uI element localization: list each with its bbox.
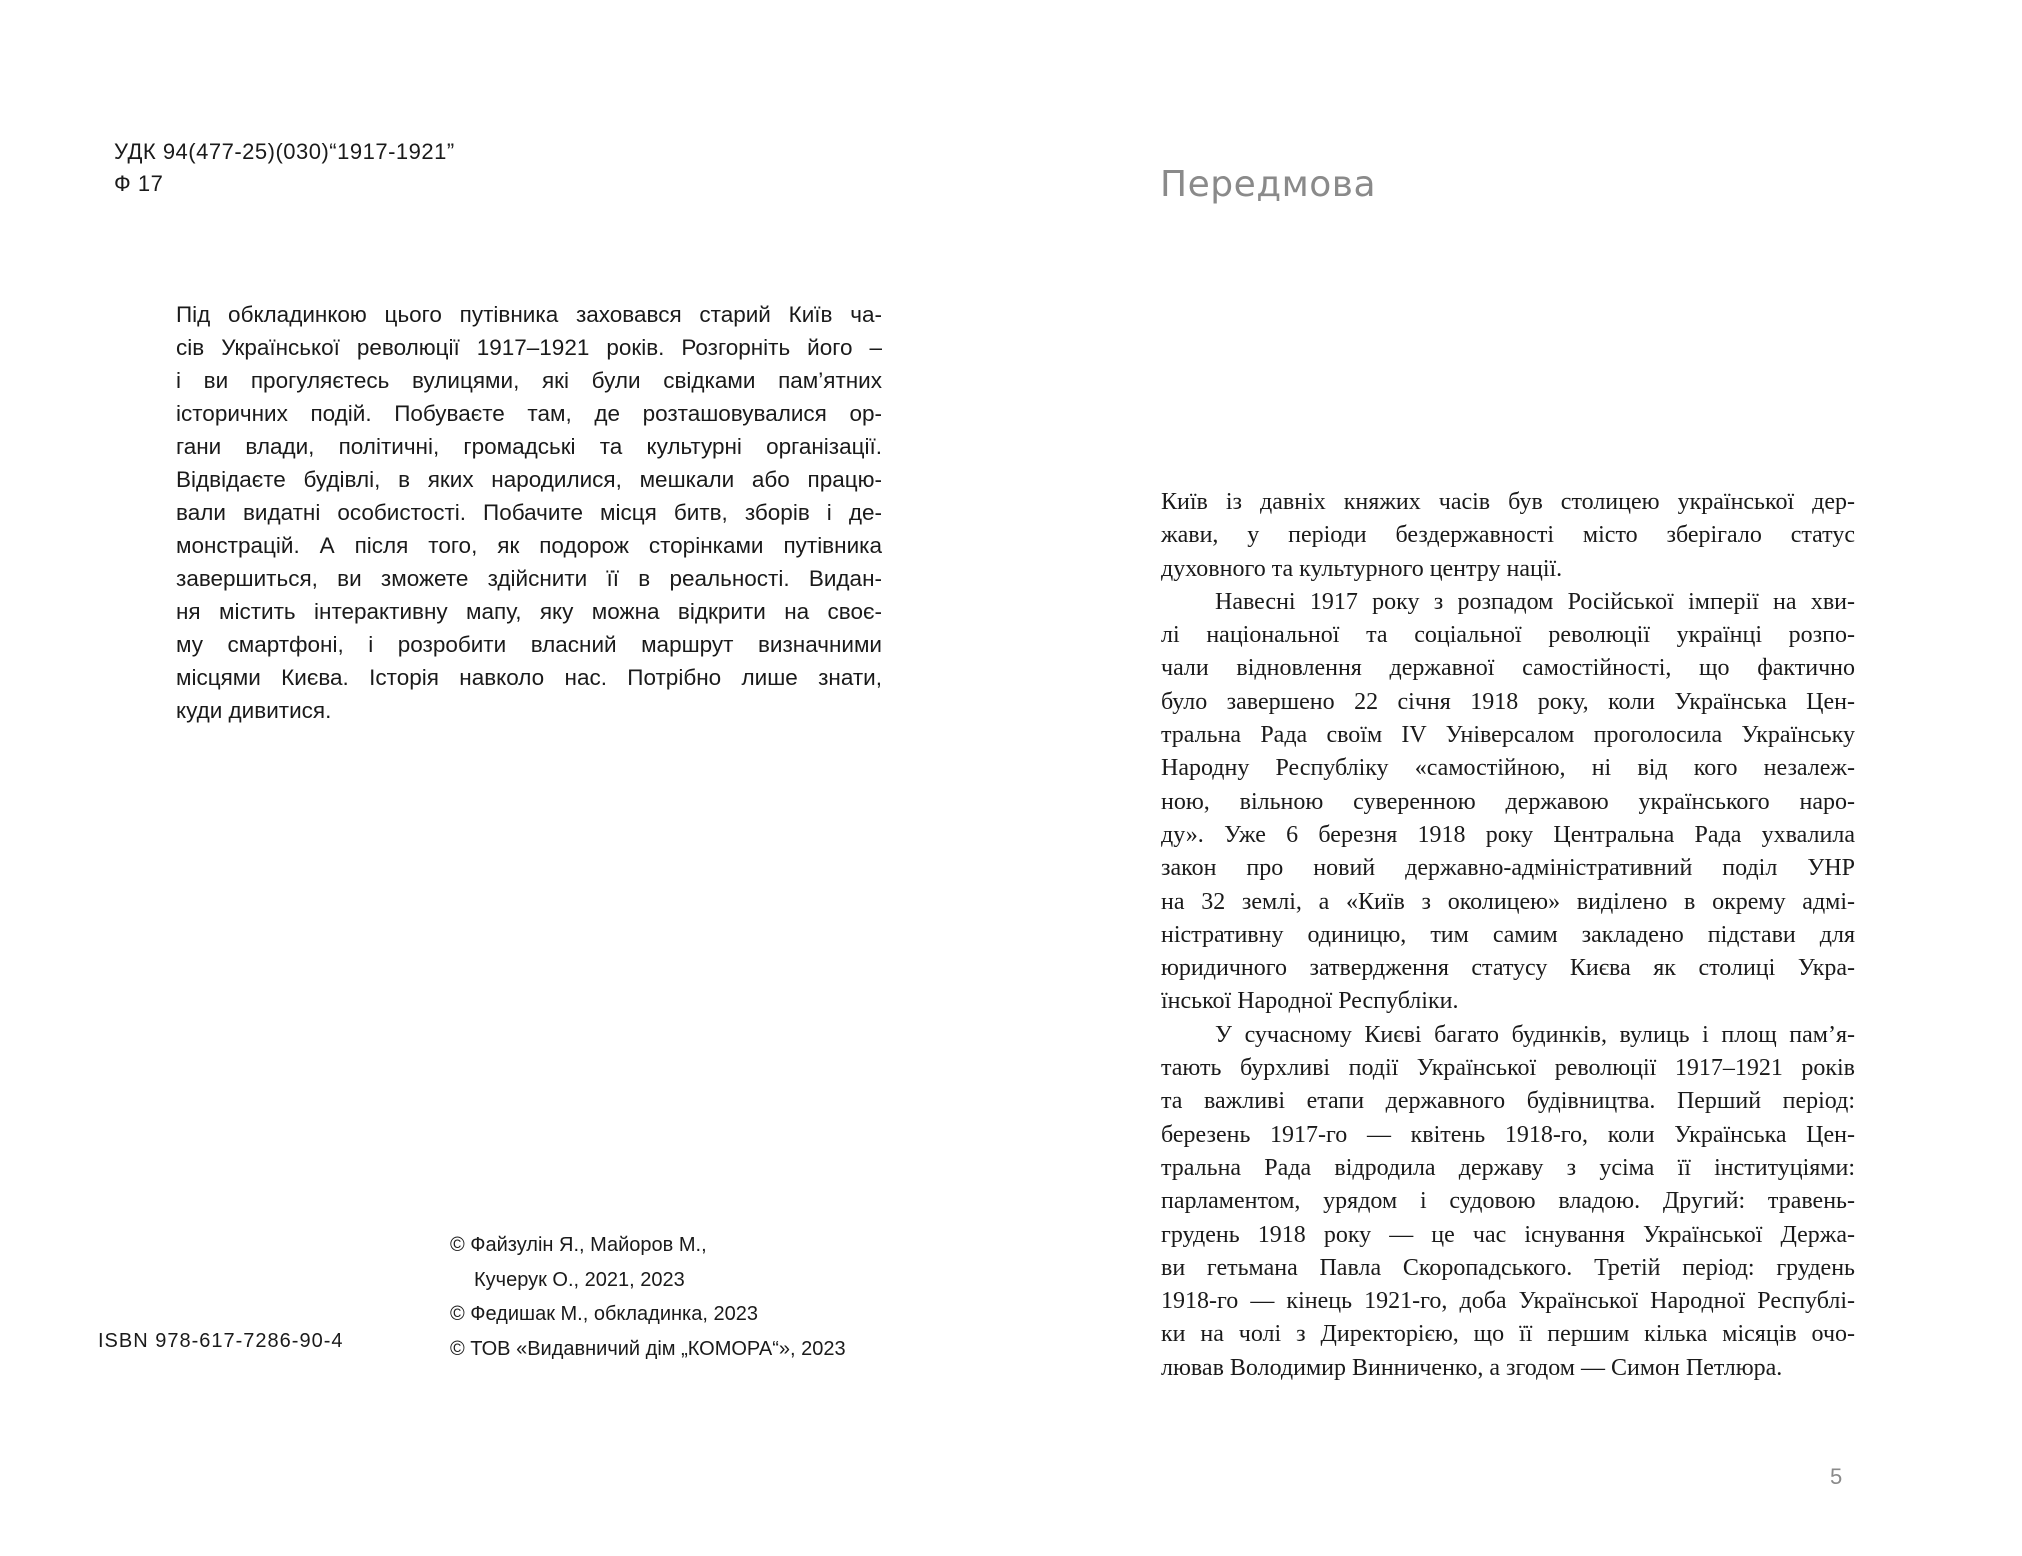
- preface-line: грудень 1918 року — це час існування Української Держа-: [1161, 1221, 1855, 1248]
- preface-paragraph: [1161, 586, 1855, 1019]
- preface-line: на 32 землі, а «Київ з околицею» виділено в окрему адмі-: [1161, 888, 1855, 915]
- annotation-line: вали видатні особистості. Побачите місця битв, зборів і де-: [176, 500, 882, 525]
- preface-line: Народну Республіку «самостійною, ні від кого незалеж-: [1161, 755, 1855, 782]
- bbk-code: Ф 17: [114, 171, 164, 196]
- page-number: 5: [1830, 1464, 1843, 1489]
- annotation-line: історичних подій. Побуваєте там, де розташовувалися ор-: [176, 401, 882, 426]
- preface-line: лював Володимир Винниченко, а згодом — Симон Петлюра.: [1161, 1354, 1783, 1381]
- preface-line: У сучасному Києві багато будинків, вулиць і площ пам’я-: [1215, 1021, 1855, 1048]
- annotation-line: сів Української революції 1917–1921 років. Розгорніть його –: [176, 335, 882, 360]
- preface-line: чали відновлення державної самостійності, що фактично: [1161, 655, 1855, 682]
- preface-line: 1918-го — кінець 1921-го, доба Української Народної Республі-: [1161, 1288, 1855, 1315]
- preface-line: та важливі етапи державного будівництва. Перший період:: [1161, 1088, 1855, 1115]
- preface-line: ки на чолі з Директорією, що її першим кілька місяців очо-: [1161, 1321, 1855, 1348]
- annotation-line: Під обкладинкою цього путівника заховався старий Київ ча-: [176, 302, 882, 327]
- preface-line: ною, вільною суверенною державою українського наро-: [1161, 788, 1855, 815]
- preface-line: було завершено 22 січня 1918 року, коли Українська Цен-: [1161, 688, 1855, 715]
- preface-line: тральна Рада своїм IV Універсалом проголосила Українську: [1161, 722, 1855, 749]
- preface-line: Навесні 1917 року з розпадом Російської імперії на хви-: [1215, 588, 1855, 615]
- chapter-title: Передмова: [1160, 164, 1377, 206]
- preface-line: ду». Уже 6 березня 1918 року Центральна Рада ухвалила: [1161, 821, 1855, 848]
- preface-text: [1161, 486, 1855, 1385]
- preface-paragraph: [1161, 486, 1855, 586]
- preface-line: ви гетьмана Павла Скоропадського. Третій період: грудень: [1161, 1254, 1855, 1281]
- annotation-line: куди дивитися.: [176, 698, 332, 723]
- preface-line: тають бурхливі події Української революції 1917–1921 років: [1161, 1055, 1855, 1082]
- preface-line: парламентом, урядом і судовою владою. Другий: травень-: [1161, 1188, 1855, 1215]
- annotation-line: місцями Києва. Історія навколо нас. Потрібно лише знати,: [176, 665, 882, 690]
- copyright-publisher: © ТОВ «Видавничий дім „КОМОРА“», 2023: [450, 1337, 846, 1360]
- preface-line: жави, у періоди бездержавності місто зберігало статус: [1161, 522, 1855, 549]
- annotation-line: му смартфоні, і розробити власний маршрут визначними: [176, 632, 882, 657]
- preface-line: їнської Народної Республіки.: [1161, 988, 1459, 1015]
- preface-line: юридичного затвердження статусу Києва як столиці Укра-: [1161, 955, 1855, 982]
- preface-line: духовного та культурного центру нації.: [1161, 555, 1563, 582]
- copyright-authors-cont: Кучерук О., 2021, 2023: [474, 1268, 685, 1291]
- annotation-line: і ви прогуляєтесь вулицями, які були свідками пам’ятних: [176, 368, 882, 393]
- isbn: ISBN 978-617-7286-90-4: [98, 1330, 344, 1352]
- preface-line: лі національної та соціальної революції українці розпо-: [1161, 622, 1855, 649]
- annotation-line: монстрацій. А після того, як подорож сторінками путівника: [176, 533, 882, 558]
- preface-line: Київ із давніх княжих часів був столицею української дер-: [1161, 489, 1855, 515]
- annotation-line: Відвідаєте будівлі, в яких народилися, мешкали або працю-: [176, 467, 882, 492]
- preface-line: закон про новий державно-адміністративний поділ УНР: [1161, 855, 1855, 882]
- preface-paragraph: [1161, 1019, 1855, 1385]
- classification-codes: [114, 136, 455, 200]
- annotation-line: гани влади, політичні, громадські та культурні організації.: [176, 434, 882, 459]
- copyright-authors: © Файзулін Я., Майоров М.,: [450, 1234, 707, 1256]
- udk-code: УДК 94(477-25)(030)“1917-1921”: [114, 139, 455, 164]
- preface-line: березень 1917-го — квітень 1918-го, коли Українська Цен-: [1161, 1121, 1855, 1148]
- annotation-text: [176, 298, 882, 727]
- preface-line: тральна Рада відродила державу з усіма її інституціями:: [1161, 1154, 1855, 1181]
- annotation-line: завершиться, ви зможете здійснити її в реальності. Видан-: [176, 566, 882, 591]
- copyright-block: [450, 1228, 846, 1366]
- copyright-cover: © Федишак М., обкладинка, 2023: [450, 1303, 758, 1325]
- annotation-line: ня містить інтерактивну мапу, яку можна відкрити на своє-: [176, 599, 882, 624]
- preface-line: ністративну одиницю, тим самим закладено підстави для: [1161, 921, 1855, 948]
